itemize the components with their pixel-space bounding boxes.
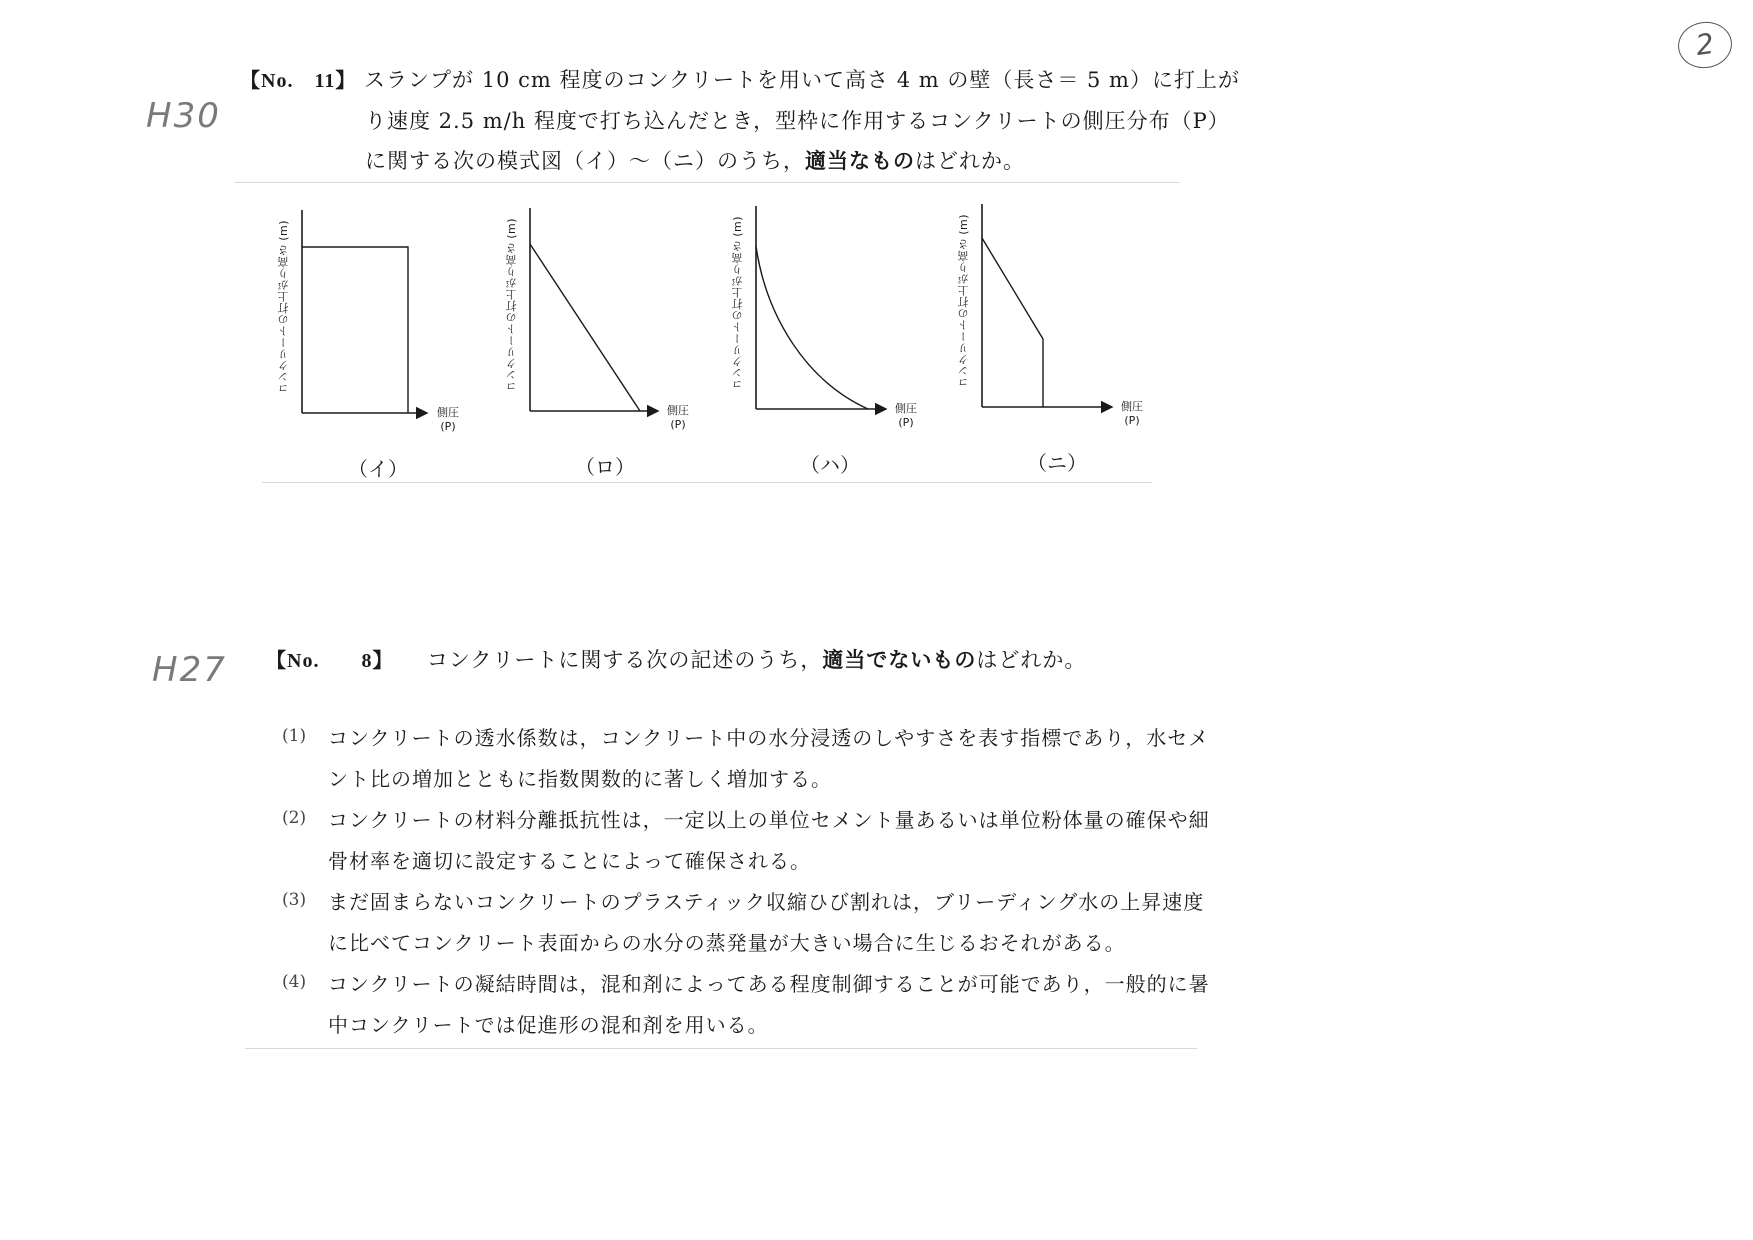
question-8-stem-post: はどれか。	[976, 648, 1087, 672]
option-3	[282, 882, 1205, 964]
option-3-text	[328, 882, 1204, 964]
option-1-text	[328, 718, 1209, 800]
question-11-line3-pre: に関する次の模式図（イ）～（ニ）のうち，	[365, 149, 805, 173]
figures-svg	[262, 200, 1152, 440]
question-11-text	[240, 60, 1240, 181]
scan-divider	[235, 182, 1180, 183]
figure-ha-label: （ハ）	[800, 453, 860, 477]
year-note-h27: H27	[152, 650, 227, 690]
option-2-line2: 骨材率を適切に設定することによって確保される。	[328, 849, 811, 873]
figure-i-label: （イ）	[348, 457, 408, 481]
option-2-text	[328, 800, 1210, 882]
figure-ha-plot	[756, 206, 886, 409]
option-4-text	[328, 964, 1210, 1046]
figure-ni-plot	[982, 204, 1112, 407]
page-number: 2	[1693, 26, 1717, 63]
figure-ro-x-axis	[660, 404, 696, 432]
question-8-stem-pre: コンクリートに関する次の記述のうち，	[426, 648, 823, 672]
figures-panel	[262, 200, 1152, 480]
question-11-number: 【No. 11】	[240, 70, 357, 92]
question-11-line3	[240, 141, 1180, 181]
option-3-line2: に比べてコンクリート表面からの水分の蒸発量が大きい場合に生じるおそれがある。	[328, 931, 1126, 955]
question-8-options	[282, 718, 1210, 1046]
option-4-number: (4)	[282, 972, 307, 992]
scan-divider-2	[262, 482, 1152, 483]
option-3-number: (3)	[282, 890, 307, 910]
figure-ha-x-axis	[888, 402, 924, 430]
figure-i-y-axis: コンクリートの打上がり高さ (m)	[277, 220, 290, 395]
figure-i-x-axis-1: 側圧	[437, 406, 459, 419]
option-3-line1: まだ固まらないコンクリートのプラスティック収縮ひび割れは，ブリーディング水の上昇速度	[328, 890, 1205, 914]
question-11-line2: り速度 2.5 m/h 程度で打ち込んだとき，型枠に作用するコンクリートの側圧分布（P）	[365, 109, 1230, 133]
page-number-mark	[1675, 18, 1735, 71]
figure-ro-y-axis: コンクリートの打上がり高さ (m)	[505, 218, 518, 393]
option-1-line2: ント比の増加とともに指数関数的に著しく増加する。	[328, 767, 832, 791]
option-1-number: (1)	[282, 726, 307, 746]
option-2	[282, 800, 1210, 882]
question-8-stem-bold: 適当でないもの	[822, 647, 977, 672]
option-2-line1: コンクリートの材料分離抵抗性は，一定以上の単位セメント量あるいは単位粉体量の確保や細	[328, 808, 1210, 832]
figure-i-x-axis	[430, 406, 466, 434]
figure-ro-x-axis-2: (P)	[670, 418, 686, 431]
option-2-number: (2)	[282, 808, 307, 828]
figure-ro-plot	[530, 208, 658, 411]
year-note-h30: H30	[146, 96, 221, 136]
figure-ro-label: （ロ）	[575, 455, 635, 479]
option-1	[282, 718, 1210, 800]
figure-i-x-axis-2: (P)	[440, 420, 456, 433]
option-1-line1: コンクリートの透水係数は，コンクリート中の水分浸透のしやすさを表す指標であり，水セメ	[328, 726, 1210, 750]
figure-ha-y-axis: コンクリートの打上がり高さ (m)	[731, 216, 744, 391]
question-8-number: 【No. 8】	[266, 650, 394, 672]
figure-ro-x-axis-1: 側圧	[667, 404, 689, 417]
figure-i-plot	[302, 210, 427, 413]
question-11-line3-post: はどれか。	[915, 149, 1025, 173]
question-11-line1: スランプが 10 cm 程度のコンクリートを用いて高さ 4 m の壁（長さ＝ 5 m）に打上が	[364, 68, 1240, 92]
question-8-stem	[266, 640, 1086, 681]
figure-ni-x-axis-2: (P)	[1124, 414, 1140, 427]
figure-ha-x-axis-1: 側圧	[895, 402, 917, 415]
option-4	[282, 964, 1210, 1046]
option-4-line1: コンクリートの凝結時間は，混和剤によってある程度制御することが可能であり，一般的に暑	[328, 972, 1210, 996]
figure-ni-x-axis-1: 側圧	[1121, 400, 1143, 413]
figure-ha-x-axis-2: (P)	[898, 416, 914, 429]
scan-divider-3	[245, 1048, 1197, 1049]
figure-ni-label: （ニ）	[1027, 451, 1087, 475]
figure-ni-x-axis	[1114, 400, 1150, 428]
figure-ni-y-axis: コンクリートの打上がり高さ (m)	[957, 214, 970, 389]
question-11-line3-bold: 適当なもの	[805, 148, 915, 173]
option-4-line2: 中コンクリートでは促進形の混和剤を用いる。	[328, 1013, 769, 1037]
